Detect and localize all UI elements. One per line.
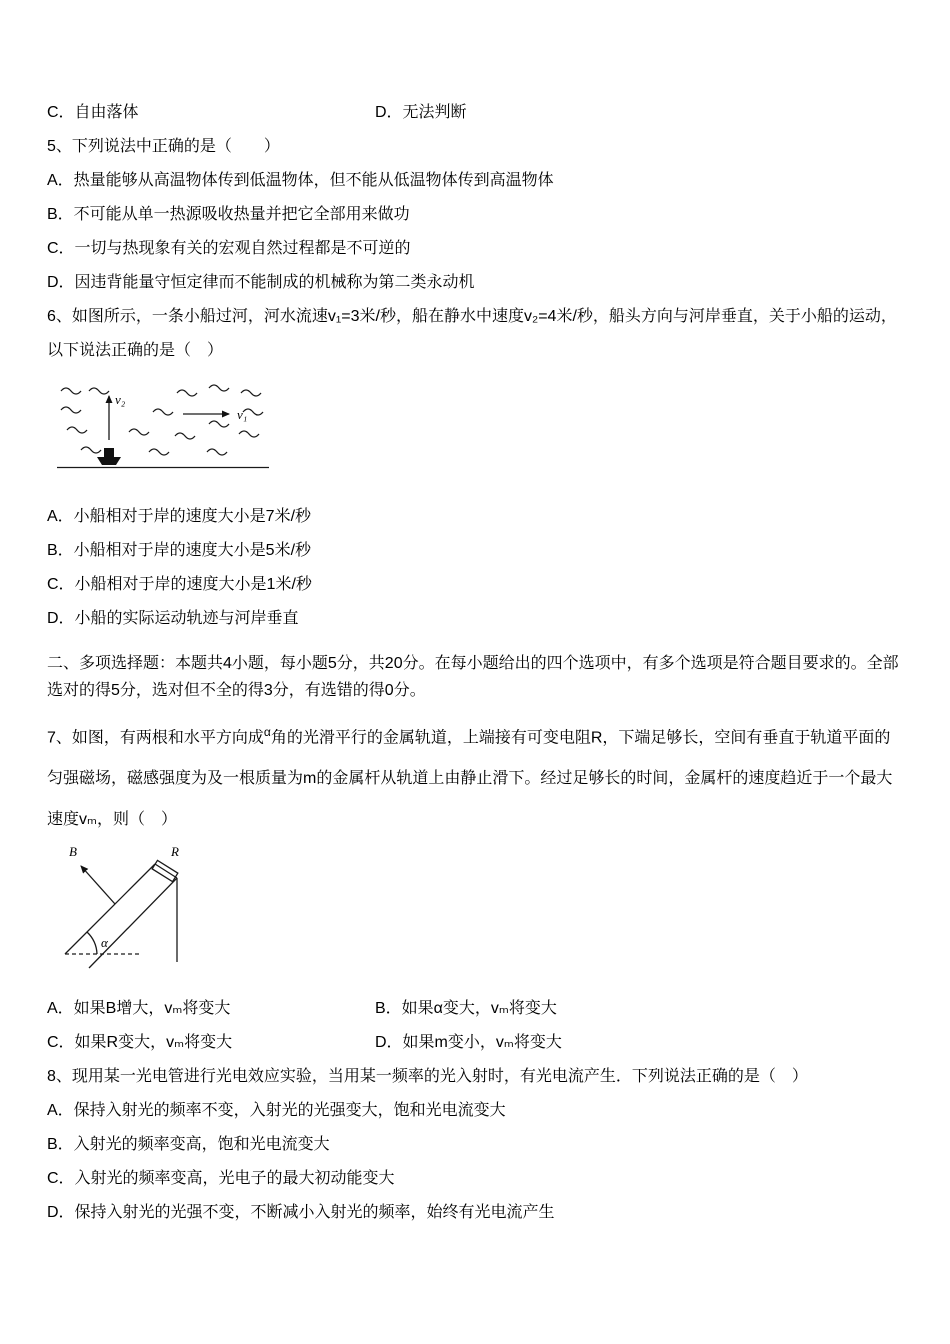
magnetic-field-label: B [69,844,77,860]
q7-stem-before: 7、如图，有两根和水平方向成 [47,729,264,747]
q5-stem: 5、下列说法中正确的是（ ） [47,138,280,155]
q7-option-d: D．如果m变小，vₘ将变大 [375,1034,562,1052]
resistor-label: R [171,844,179,860]
q8-option-a: A．保持入射光的频率不变，入射光的光强变大，饱和光电流变大 [47,1102,506,1120]
magnetic-field-arrow [81,866,115,904]
section2-heading: 二、多项选择题：本题共4小题，每小题5分，共20分。在每小题给出的四个选项中，有多个选项是符合题目要求的。全部选对的得5分，选对但不全的得3分，有选错的得0分。 [47,655,899,699]
inclined-plane-figure [57,842,225,974]
q6-stem: 6、如图所示，一条小船过河，河水流速v₁=3米/秒，船在静水中速度v₂=4米/秒，船头方向与河岸垂直，关于小船的运动，以下说法正确的是（ ） [47,308,897,359]
q7-option-b: B．如果α变大，vₘ将变大 [375,1000,557,1018]
q8-option-d: D．保持入射光的光强不变，不断减小入射光的频率，始终有光电流产生 [47,1204,555,1222]
q7-option-c: C．如果R变大，vₘ将变大 [47,1034,233,1052]
q8-option-b: B．入射光的频率变高，饱和光电流变大 [47,1136,330,1154]
q4-options-row [47,96,905,130]
q4-option-c: C．自由落体 [47,104,139,121]
q5-option-d: D．因违背能量守恒定律而不能制成的机械称为第二类永动机 [47,274,475,291]
q6-option-a: A．小船相对于岸的速度大小是7米/秒 [47,508,312,525]
angle-arc [87,932,97,954]
q5-option-a: A．热量能够从高温物体传到低温物体，但不能从低温物体传到高温物体 [47,172,554,189]
q7-alpha-superscript: α [263,725,271,739]
q7-stem-after: 角的光滑平行的金属轨道，上端接有可变电阻R，下端足够长，空间有垂直于轨道平面的匀强磁场，磁感强度为及一根质量为m的金属杆从轨道上由静止滑下。经过足够长的时间，金属杆的速度趋近于一个最大速度vₘ，则（ ） [47,729,893,829]
river-boat-figure [57,382,269,470]
q5-option-b: B．不可能从单一热源吸收热量并把它全部用来做功 [47,206,410,223]
q7-options-row-1 [47,992,905,1026]
q8-stem: 8、现用某一光电管进行光电效应实验，当用某一频率的光入射时，有光电流产生．下列说法正确的是（ ） [47,1068,808,1086]
q6-option-b: B．小船相对于岸的速度大小是5米/秒 [47,542,312,559]
q7-options-row-2 [47,1026,905,1060]
q4-option-d: D．无法判断 [375,104,467,121]
incline-edge-upper [65,864,155,954]
v2-arrow-label: v₂ [115,392,126,407]
q7-option-a: A．如果B增大，vₘ将变大 [47,1000,231,1018]
q7-stem [47,712,905,840]
q6-option-d: D．小船的实际运动轨迹与河岸垂直 [47,610,299,627]
v1-arrow-label: v₁ [237,407,248,422]
q5-option-c: C．一切与热现象有关的宏观自然过程都是不可逆的 [47,240,411,257]
water-wave-marks [61,385,263,455]
q8-option-c: C．入射光的频率变高，光电子的最大初动能变大 [47,1170,395,1188]
angle-label: α [101,935,108,951]
q6-option-c: C．小船相对于岸的速度大小是1米/秒 [47,576,312,593]
